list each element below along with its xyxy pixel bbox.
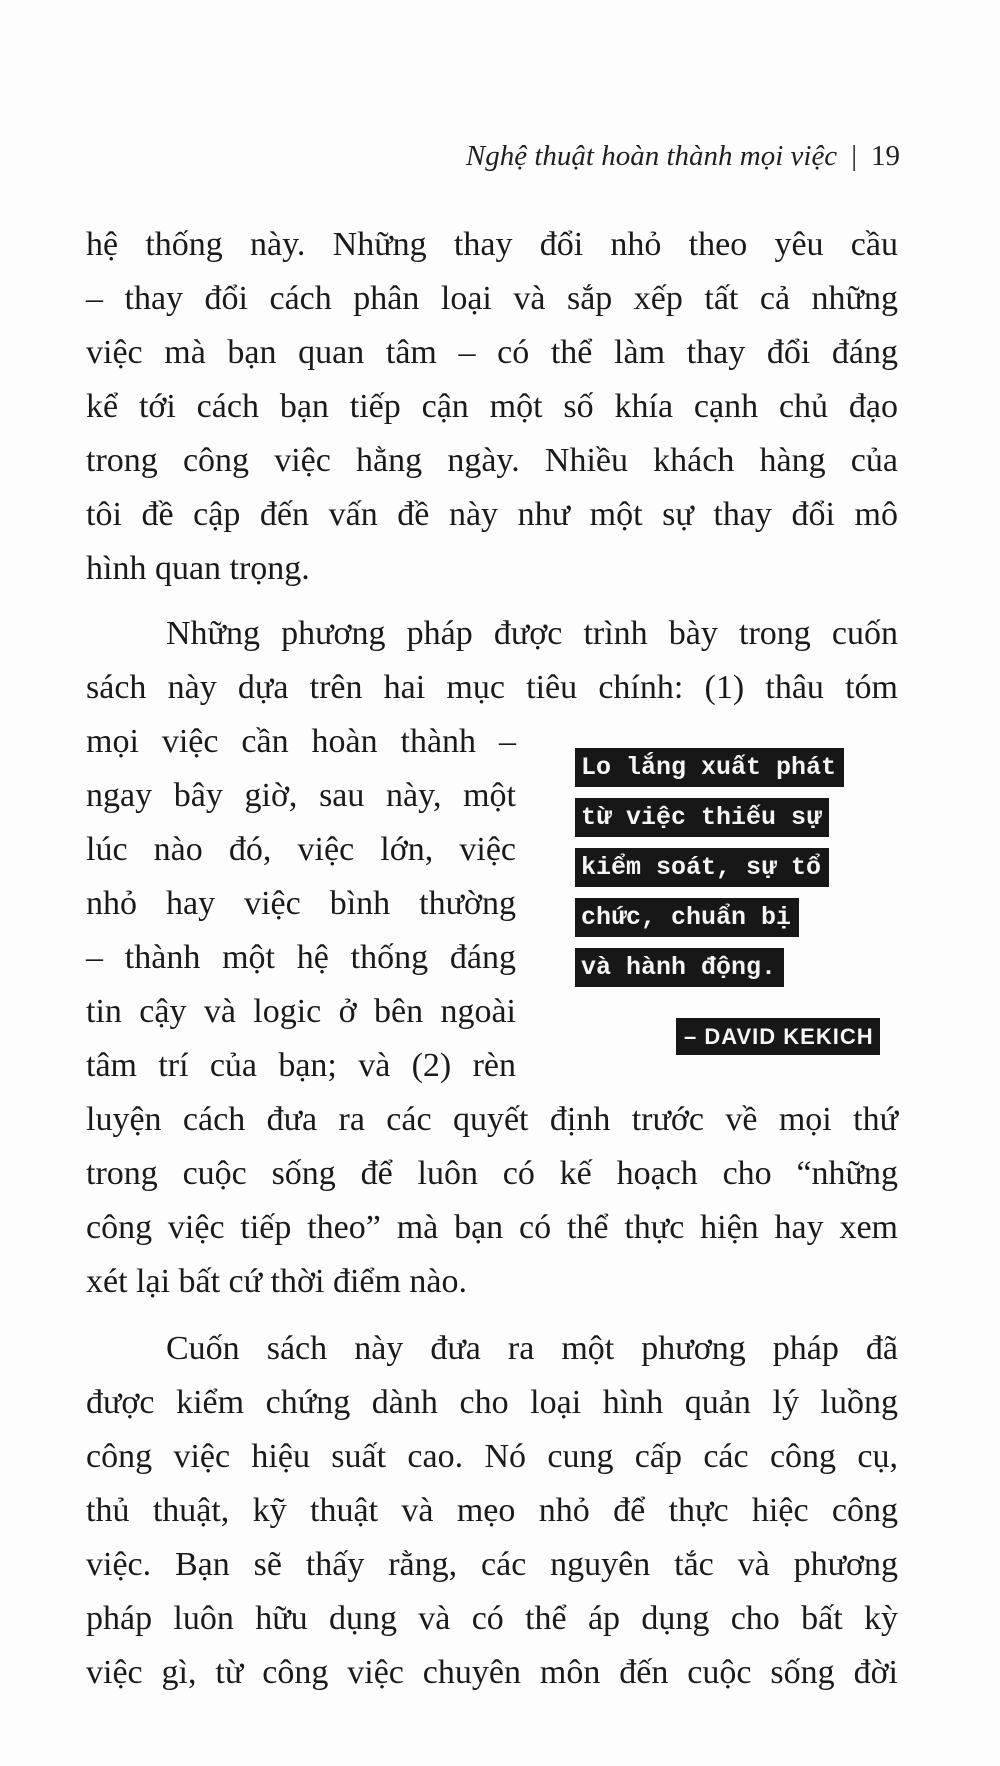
running-header (466, 140, 900, 173)
text-line: sách này dựa trên hai mục tiêu chính: (1) thâu tóm (86, 669, 898, 706)
text-line: Cuốn sách này đưa ra một phương pháp đã (166, 1330, 898, 1367)
text-line: việc gì, từ công việc chuyên môn đến cuộc sống đời (86, 1654, 898, 1691)
text-line: việc. Bạn sẽ thấy rằng, các nguyên tắc và phương (86, 1546, 898, 1583)
text-line: trong cuộc sống để luôn có kế hoạch cho “những (86, 1155, 898, 1192)
text-line: xét lại bất cứ thời điểm nào. (86, 1263, 468, 1300)
text-line: thủ thuật, kỹ thuật và mẹo nhỏ để thực hiệc công (86, 1492, 898, 1529)
text-line: – thay đổi cách phân loại và sắp xếp tất cả những (86, 280, 898, 317)
book-title: Nghệ thuật hoàn thành mọi việc (465, 140, 838, 172)
text-line: tin cậy và logic ở bên ngoài (86, 993, 516, 1030)
pull-quote-line: chức, chuẩn bị (575, 898, 799, 937)
text-line: lúc nào đó, việc lớn, việc (86, 831, 516, 868)
text-line: ngay bây giờ, sau này, một (86, 777, 516, 814)
pull-quote-attribution: – DAVID KEKICH (676, 1018, 880, 1055)
pull-quote (575, 748, 905, 998)
text-line: tôi đề cập đến vấn đề này như một sự thay đổi mô (86, 496, 898, 533)
text-line: mọi việc cần hoàn thành – (86, 723, 516, 760)
text-line: – thành một hệ thống đáng (86, 939, 516, 976)
text-line: trong công việc hằng ngày. Nhiều khách hàng của (86, 442, 898, 479)
pull-quote-line: và hành động. (575, 948, 784, 987)
text-line: được kiểm chứng dành cho loại hình quản lý luồng (86, 1384, 898, 1421)
text-line: nhỏ hay việc bình thường (86, 885, 516, 922)
pull-quote-line: Lo lắng xuất phát (575, 748, 844, 787)
pull-quote-line: từ việc thiếu sự (575, 798, 829, 837)
text-line: pháp luôn hữu dụng và có thể áp dụng cho bất kỳ (86, 1600, 898, 1637)
text-line: công việc tiếp theo” mà bạn có thể thực hiện hay xem (86, 1209, 898, 1246)
text-line: việc mà bạn quan tâm – có thể làm thay đổi đáng (86, 334, 898, 371)
text-line: tâm trí của bạn; và (2) rèn (86, 1047, 516, 1084)
text-line: hệ thống này. Những thay đổi nhỏ theo yêu cầu (86, 226, 898, 263)
text-line: công việc hiệu suất cao. Nó cung cấp các công cụ, (86, 1438, 898, 1475)
text-line: hình quan trọng. (86, 550, 310, 587)
header-separator: | (851, 140, 857, 172)
text-line: luyện cách đưa ra các quyết định trước về mọi thứ (86, 1101, 898, 1138)
page-number: 19 (871, 140, 900, 172)
pull-quote-line: kiểm soát, sự tổ (575, 848, 829, 887)
text-line: kể tới cách bạn tiếp cận một số khía cạnh chủ đạo (86, 388, 898, 425)
text-line: Những phương pháp được trình bày trong cuốn (166, 615, 898, 652)
